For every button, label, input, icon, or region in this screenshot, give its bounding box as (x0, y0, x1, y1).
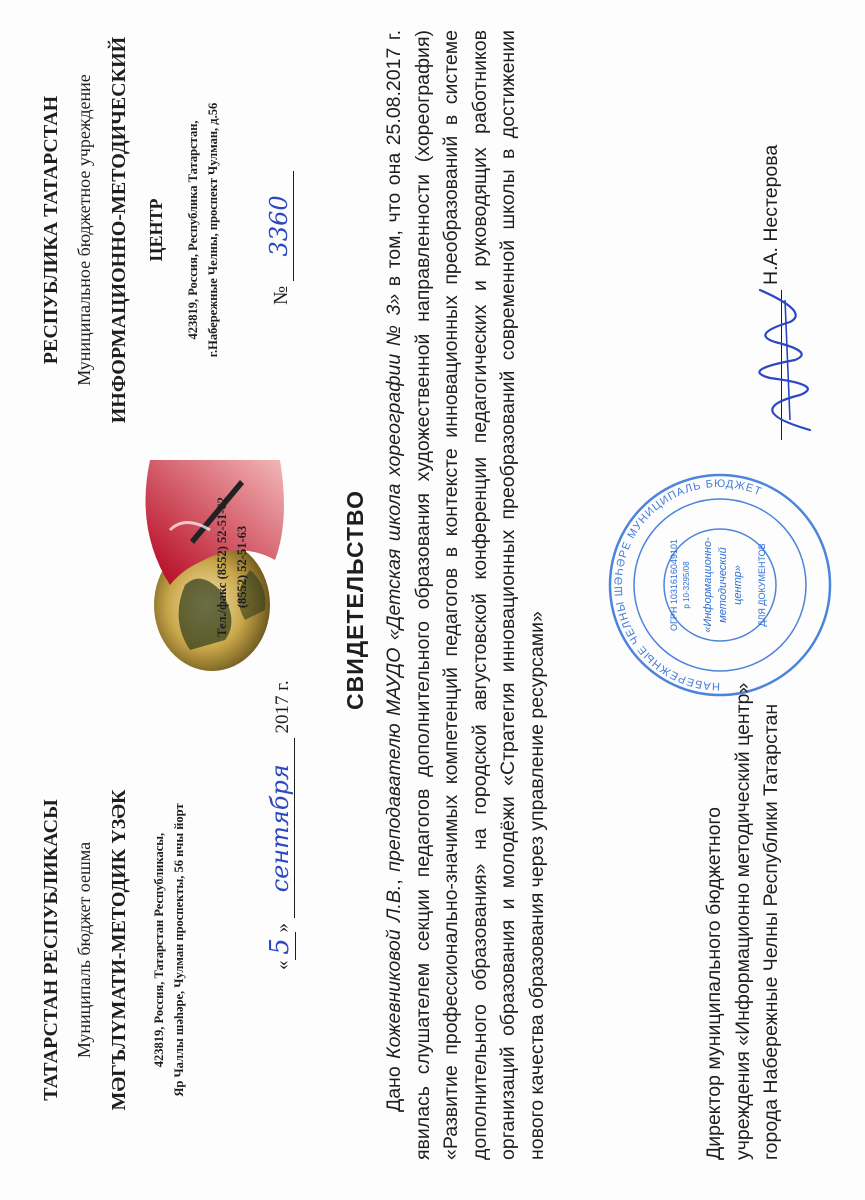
recipient-name: Кожевниковой Л.В. (383, 884, 405, 1059)
signer-title-1: Директор муниципального бюджетного (703, 806, 725, 1160)
right-header-address-1: 423819, Россия, Республика Татарстан, (186, 120, 200, 340)
signer-name: Н.А. Нестерова (760, 144, 782, 285)
stamp-ogrn: ОГРН 1031616049101 (669, 539, 679, 631)
right-header-title: РЕСПУБЛИКА ТАТАРСТАН (40, 95, 62, 365)
signer-title-2: учреждения «Информационно методический центр» (731, 682, 754, 1160)
stamp-inner-1: «Информационно- (702, 537, 714, 633)
date-year: 2017 г. (272, 680, 293, 734)
certificate-body (380, 30, 551, 1160)
stamp-outer-text: НАБЕРЕЖНЫЕ ЧЕЛНЫ ШӘҺӘРЕ МУНИЦИПАЛЬ БЮДЖЕТ (612, 477, 764, 693)
right-header-subtitle: Муниципальное бюджетное учреждение (74, 74, 94, 386)
right-header-address-2: г.Набережные Челны, проспект Чулман, д.56 (206, 102, 220, 358)
right-header-org: ИНФОРМАЦИОННО-МЕТОДИЧЕСКИЙ (108, 36, 130, 424)
date-month: сентября (266, 764, 294, 893)
signer-title-3: города Набережные Челны Республики Татарстан (760, 703, 782, 1160)
stamp-docs: ДЛЯ ДОКУМЕНТОВ (757, 543, 767, 627)
date-line (265, 550, 296, 970)
stamp-inner-2: методический (717, 547, 729, 623)
date-open-quote: « (272, 960, 293, 970)
signature-block (700, 20, 786, 1160)
phone-line-2: (8552) 52-51-63 (235, 525, 249, 609)
left-header-title: ТАТАРСТАН РЕСПУБЛИКАСЫ (40, 799, 62, 1101)
date-close-quote: » (272, 923, 293, 933)
right-header-org-2: ЦЕНТР (146, 198, 166, 262)
stamp-inner-3: центр» (732, 565, 744, 605)
phone-line-1: Тел./факс (8552) 52-51-62 (215, 497, 229, 637)
left-header-org: МӘГЪЛҮМАТИ-МЕТОДИК ҮЗӘК (108, 789, 130, 1111)
left-header-subtitle: Муниципаль бюджет оешма (74, 841, 94, 1059)
document-number (265, 105, 294, 305)
certificate-title: СВИДЕТЕЛЬСТВО (342, 490, 368, 710)
number-value: 3360 (265, 195, 293, 257)
left-header-address-1: 423819, Россия, Татарстан Республикасы, (152, 832, 166, 1068)
date-day: 5 (265, 938, 295, 955)
body-separator: , (383, 871, 405, 885)
handwritten-signature (730, 280, 830, 440)
body-rest: в том, что она 25.08.2017 г. явилась слушателем секции педагогов дополнительного образования художественной направленности (хореография) «Развитие профессионально-значимых компетенций педагогов в контексте инновационных преобразований в системе дополнительного образования» на городской августовской конференции педагогических и руководящих работников организаций образования и молодёжи «Стратегия инновационных преобразований современной школы в достижении нового качества образования через управление ресурсами» (383, 30, 548, 1160)
recipient-role: преподавателю МАУДО «Детская школа хореографии № 3» (383, 293, 405, 872)
stamp-small: р 10-3295/08 (682, 561, 691, 609)
left-header-address-2: Яр Чаллы шәһәре, Чулман проспекты, 56 нчы йорт (172, 803, 186, 1097)
number-label: № (270, 285, 292, 305)
body-start: Дано (383, 1058, 405, 1112)
